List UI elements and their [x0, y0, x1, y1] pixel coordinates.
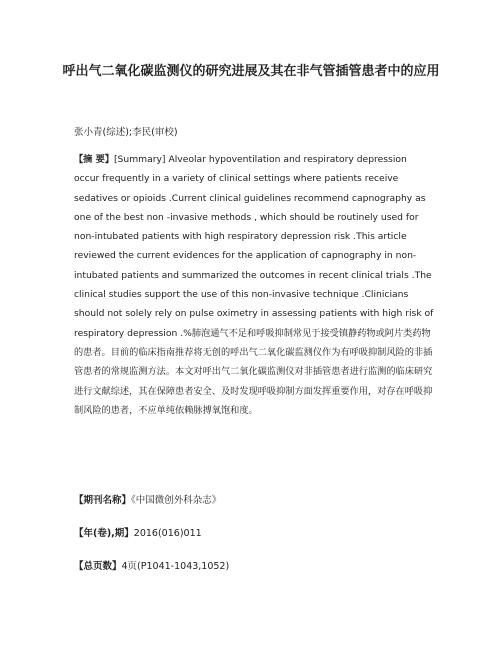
- document-title: 呼出气二氧化碳监测仪的研究进展及其在非气管插管患者中的应用: [62, 64, 440, 79]
- year-issue-label: 【年(卷),期】: [74, 528, 134, 539]
- abstract-label: 【摘 要】: [74, 154, 114, 165]
- pages-line: [74, 560, 229, 574]
- document-authors: 张小青(综述);李民(审校): [74, 127, 178, 138]
- year-issue-value: 2016(016)011: [133, 528, 202, 539]
- journal-value: 《中国微创外科杂志》: [131, 495, 222, 506]
- pages-label: 【总页数】: [74, 561, 122, 572]
- pages-value: 4页(P1041-1043,1052): [121, 561, 230, 572]
- journal-line: [74, 494, 221, 508]
- abstract-text: [Summary] Alveolar hypoventilation and respiratory depression occur frequently in a variety of clinical settings where patients receive sedatives or opioids .Current clinical guidelines recommend capnography as one of the best non -invasive methods , which should be routinely used for non-intubated patients with high respiratory depression risk .This article reviewed the current evidences for the application of capnography in non-intubated patients and summarized the outcomes in recent clinical trials .The clinical studies support the use of this non-invasive technique .Clinicians should not solely rely on pulse oximetry in assessing patients with high risk of respiratory depression .%肺泡通气不足和呼吸抑制常见于接受镇静药物或阿片类药物的患者。目前的临床指南推荐将无创的呼出气二氧化碳监测仪作为有呼吸抑制风险的非插管患者的常规监测方法。本文对呼出气二氧化碳监测仪对非插管患者进行监测的临床研究进行文献综述，其在保障患者安全、及时发现呼吸抑制方面发挥重要作用，对存在呼吸抑制风险的患者，不应单纯依赖脉搏氧饱和度。: [74, 154, 434, 416]
- abstract-paragraph: [74, 150, 434, 420]
- year-issue-line: [74, 527, 202, 541]
- journal-label: 【期刊名称】: [74, 495, 132, 506]
